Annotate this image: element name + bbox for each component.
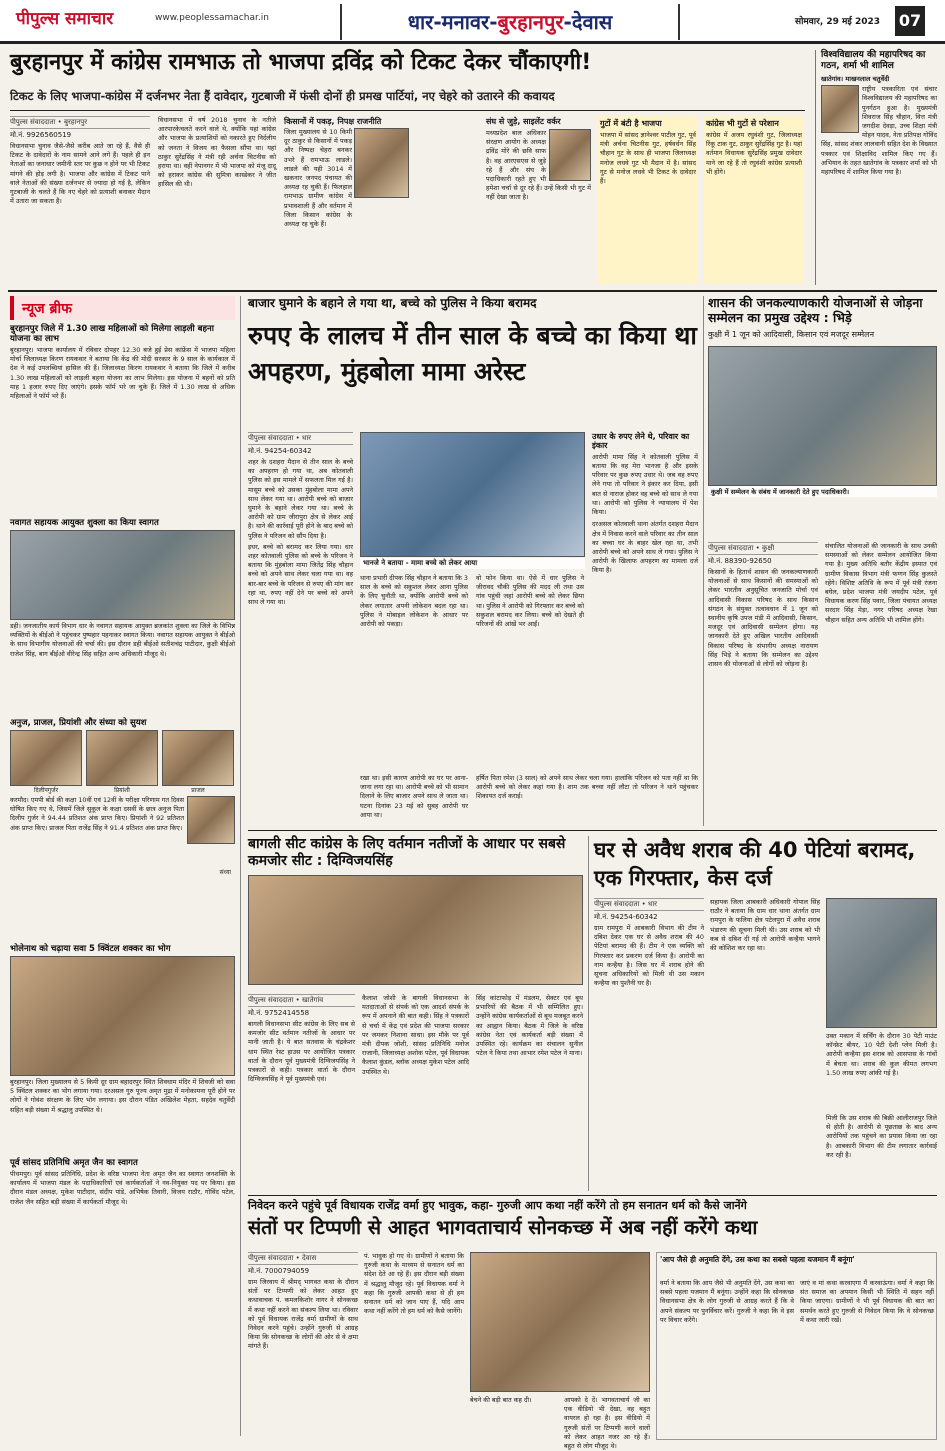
student-photos-row [10, 730, 235, 794]
candidate-photo-rambhau [354, 128, 409, 198]
sub4-title: कांग्रेस भी गुटों से परेशान [706, 119, 779, 128]
bhagwat-col-1 [248, 1252, 358, 1440]
kukshi-byline: पीपुल्स संवाददाता • कुक्षी [708, 542, 818, 555]
bagli-mobile: मो.नं. 9752414558 [248, 1009, 310, 1017]
candidate-photo-dravindra [549, 129, 591, 181]
bhagwat-body-2: पं. भावुक हो गए थे। ग्रामीणों ने बताया कि गुरुजी कथा के माध्यम से सनातन धर्म का संदेश देते आ रहे हैं। इस दौरान बड़ी संख्या में श्रद्धालु मौजूद रहे। पूर्व विधायक वर्मा ने कहा कि गुरुजी आपकी कथा से ही हम सनातन धर्म को जान पाए हैं, यदि आप कथा नहीं करेंगे तो हम धर्म को कैसे जानेंगे। [364, 1252, 464, 1316]
bagli-body-3: सिंह कांटाफोड़ में मंडलम, सेक्टर एवं बूथ प्रभारियों की बैठक में भी सम्मिलित हुए। उन्होंने कांग्रेस कार्यकर्ताओं से बूथ मजबूत करने का आह्वान किया। बैठक में जिले के वरिष्ठ कांग्रेस नेता एवं कार्यकर्ता बड़ी संख्या में उपस्थित रहे। कार्यक्रम का संचालन सुनील पटेल ने किया तथा आभार रमेश पटेल ने माना। [476, 994, 583, 1058]
kidnap-sidebar [592, 432, 698, 772]
kidnap-body-1: शहर के दशहरा मैदान से तीन साल के बच्चे का अपहरण हो गया था, अब कोतवाली पुलिस को इस मामले में सफलता मिल गई है। मासूम बच्चे को उसका मुंहबोला मामा अपने साथ लेकर गया था। आरोपी बच्चे को बाजार घुमाने के बहाने लेकर गया था। बच्चे के आरोपी को ग्राम जीरापुरा क्षेत्र से लेकर आई है। थाने की कार्रवाई पूरी होने के बाद बच्चे को पुलिस ने परिजन को सौंप दिया है। [248, 458, 353, 540]
kidnap-kicker: बाजार घुमाने के बहाने ले गया था, बच्चे को पुलिस ने किया बरामद [248, 296, 537, 310]
kukshi-subhead: कुक्षी में 1 जून को आदिवासी, किसान एवं मजदूर सम्मेलन [708, 329, 875, 339]
kukshi-headline: शासन की जनकल्याणकारी योजनाओं से जोड़ना सम्मेलन का प्रमुख उद्देश्य : भिड़े [708, 295, 923, 325]
bagli-byline: पीपुल्स संवाददाता • खातेगांव [248, 994, 355, 1007]
kidnap-headline: रुपए के लालच में तीन साल के बच्चे का किया था अपहरण, मुंहबोला मामा अरेस्ट [248, 321, 697, 386]
brief-item-2 [10, 518, 235, 713]
university-photo-sharma [821, 85, 859, 133]
issue-date: सोमवार, 29 मई 2023 [795, 17, 881, 27]
bhagwat-body-3: आपको दे दें। भागवताचार्य जी का एक वीडियो भी देखा, वह बहुत वायरल हो रहा है। इस वीडियो में गुरुजी संतों पर टिप्पणी करने वालों को लेकर आहत नजर आ रहे हैं। बहुत से लोग मौजूद थे। [564, 1396, 650, 1451]
bhagwat-quote-box [656, 1252, 937, 1440]
kukshi-story [708, 296, 937, 826]
brief4-photo [10, 956, 235, 1076]
lead-body: विधानसभा चुनाव जैसे-जैसे करीब आते जा रहे हैं, वैसे ही टिकट के दावेदारों के नाम सामने आने लगे हैं। पहले ही इन नेताओं का जनाधार जमीनी स्तर पर कुछ न होने पर भी टिकट मांगने की होड़ लगी है। भाजपा और कांग्रेस में टिकट पाने वाले नेताओं की संख्या दर्जनभर से ज्यादा हो गई है, लेकिन गुटबाजी के चलते हैं कि नए चेहरे को प्रत्याशी बनाकर मैदान में उतारा जा सकता है। [10, 142, 150, 206]
column-divider-left [240, 296, 241, 1436]
brief2-photo [10, 530, 235, 620]
sub4-body: कांग्रेस में अजय रघुवंशी गुट, जिलाध्यक्ष रिंकू टाक गुट, ठाकुर सुरेंद्रसिंह गुट है। यहां वर्तमान विधायक सुरेंद्रसिंह प्रमुख दावेदार माने जा रहे हैं तो रघुवंशी कांग्रेस प्रत्याशी भी होंगे। [706, 131, 803, 176]
sub1-title: किसानों में पकड़, निपक्ष राजनीति [284, 117, 382, 126]
edition-title [340, 4, 680, 40]
news-brief-label: न्यूज ब्रीफ [10, 296, 235, 320]
university-headline: विश्वविद्यालय की महापरिषद का गठन, शर्मा भी शामिल [821, 50, 926, 71]
page-number: 07 [895, 6, 925, 36]
university-body: राष्ट्रीय पत्रकारिता एवं संचार विश्वविद्यालय की महापरिषद का पुनर्गठन हुआ है। मुख्यमंत्री शिवराज सिंह चौहान, वित्त मंत्री जगदीश देवड़ा, उच्च शिक्षा मंत्री मोहन यादव, नेता प्रतिपक्ष गोविंद सिंह, सांसद शंकर लालवानी सहित देश के विख्यात पत्रकार एवं शिक्षाविद शामिल किए गए हैं। अभियान के तहत खातेगांव के पत्रकार शर्मा को भी महापरिषद में शामिल किया गया है। [821, 85, 937, 177]
lead-mobile: मो.नं. 9926560519 [10, 131, 72, 139]
kukshi-mobile: मो.नं. 88390-92650 [708, 557, 772, 565]
masthead [0, 0, 945, 44]
lead-story [10, 50, 805, 285]
bagli-story [248, 836, 583, 1191]
brief4-title: भोलेनाथ को चढ़ाया सवा 5 क्विंटल शक्कर का भोग [10, 944, 171, 954]
university-byline: खातेगांव। माखनलाल चतुर्वेदी [821, 75, 890, 84]
kidnap-side-title: उधार के रुपए लेने थे, परिवार का इंकार [592, 432, 690, 451]
bhagwat-mobile: मो.नं. 7000794059 [248, 1267, 310, 1275]
brief2-body: डही। जनजातीय कार्य विभाग धार के नवागत सहायक आयुक्त ब्रजकांत शुक्ला का जिले के विभिन्न व्यक्तियों के बीईओ ने पहुंचकर पुष्पहार पहनाकर स्वागत किया। नवागत सहायक आयुक्त ने बीईओ के साथ विभागीय योजनाओं की चर्चा की। इस दौरान डही बीईओ सतीशचंद्र पाटीदार, कुक्षी बीईओ राजेश सिंह, बाग बीईओ वीरेन्द्र सिंह सहित अन्य अधिकारी मौजूद थे। [10, 622, 235, 658]
kidnap-body-2: इधर, बच्चे को बरामद कर लिया गया। धार शहर कोतवाली पुलिस को बच्चे के परिजन ने बताया कि मुंहबोला मामा जितेंद्र सिंह चौहान बच्चे को अपने साथ लेकर चला गया था। वह बार-बार बच्चे के परिजन से रुपए की मांग कर रहा था, रुपए नहीं देने पर बच्चे को अपने साथ ले गया था। [248, 542, 353, 607]
bhagwat-byline: पीपुल्स संवाददाता • देवास [248, 1252, 358, 1265]
student-name: प्राजल [191, 787, 205, 795]
brand-logo: पीपुल्स समाचार [16, 9, 114, 29]
liquor-col-1 [594, 898, 704, 1188]
brief2-title: नवागत सहायक आयुक्त शुक्ला का किया स्वागत [10, 518, 159, 528]
lead-factions-congress [704, 116, 804, 284]
liquor-body-4: मिली कि उस शराब की बिक्री आलीराजपुर जिले से होती है। आरोपी से पूछताछ के बाद अन्य आरोपियों तक पहुंचने का प्रयास किया जा रहा है। आबकारी विभाग की टीम लगातार कार्रवाई कर रही है। [826, 1114, 937, 1159]
kidnap-byline: पीपुल्स संवाददाता • धार [248, 432, 353, 445]
kidnap-body-6: रखा था। इसी कारण आरोपी का घर पर आना-जाना लगा रहा था। आरोपी बच्चे को भी सामान दिलाने के लिए बाजार अपने साथ ले जाता था। घटना दिनांक 23 मई को सुबह आरोपी घर आया था। [360, 774, 468, 819]
lead-subhead: टिकट के लिए भाजपा-कांग्रेस में दर्जनभर नेता हैं दावेदार, गुटबाजी में फंसी दोनों ही प्रमख पार्टियां, नए चेहरे को उतारने की कवायद [10, 89, 555, 103]
liquor-mobile: मो.नं. 94254-60342 [594, 913, 658, 921]
bhagwat-body-1: ग्राम जिरवाय में श्रीमद् भागवत कथा के दौरान संतों पर टिप्पणी को लेकर आहत हुए कथावाचक पं. कमलकिशोर नागर ने सोनकच्छ में कथा नहीं करने का संकल्प लिया था। रविवार को पूर्व विधायक राजेंद्र वर्मा ग्रामीणों के साथ निवेदन करने पहुंचे। उन्होंने गुरुजी से आग्रह किया कि सोनकच्छ के लोगों की ओर से वे क्षमा मांगते हैं। [248, 1278, 358, 1351]
brief3-title: अनुज, प्राजल, प्रियांशी और संध्या को सुयश [10, 718, 147, 728]
student-photo [10, 730, 82, 794]
student-photo-anuj [187, 796, 235, 844]
kidnap-photo-caption: भानजे ने बताया - मामा बच्चे को लेकर आया [360, 558, 585, 569]
liquor-photo [826, 898, 937, 1028]
liquor-body-1: ग्राम रामपुरा में आबकारी विभाग की टीम ने दबिश देकर एक घर से अवैध शराब की 40 पेटियां बरामद की हैं। टीम ने एक व्यक्ति को गिरफ्तार कर प्रकरण दर्ज किया है। आरोपी का नाम कन्हैया है। जिस घर में शराब होने की सूचना अधिकारियों को मिली थी उस मकान कन्हैया का पुश्तैनी घर है। [594, 924, 704, 988]
bhagwat-kicker: निवेदन करने पहुंचे पूर्व विधायक राजेंद्र वर्मा हुए भावुक, कहा- गुरुजी आप कथा नहीं करेंगे तो हम सनातन धर्म को कैसे जानेंगे [248, 1199, 747, 1212]
kidnap-mobile: मो.नं. 94254-60342 [248, 447, 312, 455]
brief-item-4 [10, 944, 235, 1154]
bhagwat-photo-caption: बेचने की बड़ी बात कह दी। [470, 1396, 532, 1404]
brief1-title: बुरहानपुर जिले में 1.30 लाख महिलाओं को मिलेगा लाड़ली बहना योजना का लाभ [10, 324, 214, 345]
bhagwat-quote-title: 'आप जैसे ही अनुमति देंगे, उस कथा का सबसे पहला यजमान मैं बनूंगा' [660, 1255, 855, 1264]
student-name-sandhya: संध्या [219, 869, 231, 876]
bhagwat-photo [470, 1252, 650, 1392]
news-brief-column [10, 296, 235, 1436]
column-divider-mid2 [588, 836, 589, 1191]
kukshi-photo [708, 346, 937, 486]
bhagwat-story [248, 1199, 937, 1451]
brief-item-5 [10, 1158, 235, 1428]
edition-highlight: बुरहानपुर [497, 10, 564, 34]
section-divider-3 [248, 1195, 937, 1196]
bhagwat-headline: संतों पर टिप्पणी से आहत भागवताचार्य सोनकच्छ में अब नहीं करेंगे कथा [248, 1215, 758, 1239]
brief3-body: करमौद। एमपी बोर्ड की कक्षा 10वीं एवं 12वीं के परीक्षा परिणाम गत दिवस घोषित किए गए थे, जिसमें जिले सुकूल के कक्षा दसवीं के छात्र अनुज पिता दिलीप गुर्जर ने 94.44 प्रतिशत अंक प्राप्त किए। प्रियांशी ने 92 प्रतिशत अंक प्राप्त किए। प्राजल पिता राजेंद्र सिंह ने 91.4 प्रतिशत अंक प्राप्त किए। [10, 796, 184, 832]
bagli-body-1: बागली विधानसभा सीट कांग्रेस के लिए सब से कमजोर सीट वर्तमान नतीजों के आधार पर मानी जाती है। ये बात सतवास के चंद्रकेशर धाम स्थित रेस्ट हाउस पर आयोजित पत्रकार वार्ता के दौरान पूर्व मुख्यमंत्री दिग्विजयसिंह ने पत्रकारों से कही। पत्रकार वार्ता के दौरान दिग्विजयसिंह ने पूर्व मुख्यमंत्री एवं। [248, 1020, 355, 1084]
kukshi-col-1 [708, 542, 818, 824]
university-story [815, 50, 937, 285]
lead-candidate-2 [486, 116, 591, 284]
edition-suffix: -देवास [563, 10, 613, 34]
kidnap-body-5: वो फोन किया था। ऐसे में धार पुलिस ने जीरावद चौकी पुलिस की मदद ली तथा उस गांव पहुंची जहां आरोपी बच्चे को लेकर छिपा था। पुलिस ने आरोपी को गिरफ्तार कर बच्चे को सकुशल बरामद कर लिया। बच्चे को देखते ही परिजनों की आंखें भर आईं। [476, 574, 584, 629]
edition-prefix: धार-मनावर- [407, 10, 498, 34]
kidnap-col-1 [248, 432, 353, 822]
sub2-title: संघ से जुड़े, साइलेंट वर्कर [486, 117, 561, 126]
student-name: दिलीपगुर्जर [33, 787, 59, 795]
bagli-col-1 [248, 994, 355, 1189]
lead-column-1 [10, 116, 150, 284]
sub3-body: भाजपा में सांसद ज्ञानेश्वर पाटील गुट, पूर्व मंत्री अर्चना चिटनीस गुट, हर्षवर्धन सिंह चौहान गुट के साथ ही भाजपा जिलाध्यक्ष मनोज लधवे गुट भी मैदान में है। सांसद गुट से मनोज लधवे भी टिकट के दावेदार हैं। [600, 131, 696, 186]
liquor-body-3: उक्त मकान में सर्चिंग के दौरान 30 पेटी माउंट कॉन्फ्रेट बीयर, 10 पेटी देशी प्लेन मिली है। आरोपी कन्हैया इस शराब को आसपास के गांवों में बेचता था। शराब की कुल कीमत लगभग 1.50 लाख रुपए आंकी गई है। [826, 1032, 937, 1077]
student-photo [162, 730, 234, 794]
lead-headline: बुरहानपुर में कांग्रेस रामभाऊ तो भाजपा द्रविंद्र को टिकट देकर चौंकाएगी! [10, 50, 592, 75]
website: www.peoplessamachar.in [155, 13, 269, 23]
kukshi-photo-caption: कुक्षी में सम्मेलन के संबंध में जानकारी देते हुए पदाधिकारी। [708, 486, 937, 497]
section-divider-1 [8, 290, 937, 292]
liquor-headline: घर से अवैध शराब की 40 पेटियां बरामद, एक गिरफ्तार, केस दर्ज [594, 838, 916, 891]
sub1-body: जिला मुख्यालय से 10 किमी दूर ठाकुर से किसानों में पकड़ और निष्पक्ष चेहरा बनकर उभरे हैं रामभाऊ लाडले। लाडले की यही 3014 में खकनार जनपद पंचायत की अध्यक्ष रह चुकी हैं। फिलहाल रामभाऊ ग्रामीण कांग्रेस में प्रभावशाली हैं और वर्तमान में जिला किसान कांग्रेस के अध्यक्ष रह चुके हैं। [284, 128, 352, 229]
bagli-headline: बागली सीट कांग्रेस के लिए वर्तमान नतीजों के आधार पर सबसे कमजोर सीट : दिग्विजयसिंह [248, 836, 566, 869]
liquor-story [594, 836, 937, 1191]
section-divider-2 [248, 830, 937, 831]
liquor-body-2: सहायक जिला आबकारी अधिकारी गोपाल सिंह राठौर ने बताया कि ग्राम धार थाना अंतर्गत ग्राम रामपुरा के फलिया क्षेत्र पटेलपुरा में अवैध शराब भंडारण की सूचना मिली थी। उस शराब को भी कब से दबिश दी गई तो आरोपी कन्हैया भागने की कोशिश कर रहा था। [710, 898, 820, 953]
sub2-body: मध्यप्रदेश बाल अधिकार संरक्षण आयोग के अध्यक्ष द्रविंद्र मोरे की छवि साफ है। वह आरएसएस से जुड़े रहे हैं और संघ के पदाधिकारी रहते हुए भी हमेशा चर्चा से दूर रहे हैं। उन्हें किसी भी गुट में नहीं देखा जाता है। [486, 129, 591, 202]
liquor-byline: पीपुल्स संवाददाता • धार [594, 898, 704, 911]
brief4-body: बुरहानपुर। जिला मुख्यालय से 5 किमी दूर ग्राम बहादरपुर स्थित शिवधाम मंदिर में शिवजी को सवा 5 क्विंटल शक्कर का भोग लगाया गया। दरअसल गुरु पूज्य अमृत मुद्रा में मनोकामना पूरी होने पर लोगों ने गोवंश संरक्षण के लिए भोग लगाया। इस दौरान पंडित अखिलेश मेहता, सहदेव चतुर्वेदी सहित बड़ी संख्या में श्रद्धालु उपस्थित थे। [10, 1078, 235, 1114]
kidnap-story [248, 296, 698, 826]
lead-byline: पीपुल्स संवाददाता • बुरहानपुर [10, 116, 150, 129]
kidnap-body-7: हर्षित पिता रमेश (3 साल) को अपने साथ लेकर चला गया। हालांकि परिजन को पता नहीं था कि आरोपी बच्चे को लेकर कहां गया है। शाम तक बच्चा नहीं लौटा तो परिजन ने थाने पहुंचकर शिकायत दर्ज कराई। [476, 774, 698, 801]
brief5-title: पूर्व सांसद प्रतिनिधि अमृत जैन का स्वागत [10, 1158, 138, 1168]
kidnap-photo [360, 432, 585, 557]
kidnap-body-4: थाना प्रभारी दीपक सिंह चौहान ने बताया कि 3 साल के बच्चे को सकुशल लेकर आना पुलिस के लिए चुनौती था, क्योंकि आरोपी बच्चे को लेकर लगातार अपनी लोकेशन बदल रहा था। पुलिस ने मोबाइल लोकेशन के आधार पर आरोपी को पकड़ा। [360, 574, 468, 629]
student-photo [86, 730, 158, 794]
kidnap-body-3: दरअसल कोतवाली थाना अंतर्गत दशहरा मैदान क्षेत्र में निवास करने वाले परिवार का तीन साल का बच्चा घर के बाहर खेल रहा था, तभी आरोपी बच्चे को अपने साथ ले गया। पुलिस ने आरोपी के खिलाफ अपहरण का मामला दर्ज किया है। [592, 520, 698, 575]
brief1-body: बुरहानपुर। भाजपा कार्यालय में रविवार दोपहर 12.30 बजे हुई प्रेस कांफ्रेंस में भाजपा महिला मोर्चा जिलाध्यक्ष किरण रायकवार ने बताया कि केंद्र की मोदी सरकार के 9 साल के कार्यकाल में देश ने कई उपलब्धियां हासिल की हैं। जिलाध्यक्ष किरण रायकवार ने बताया कि जिले में करीब 1.30 लाख महिलाओं को लाड़ली बहना योजना का लाभ मिलेगा। इस योजना में बहनों को प्रति माह 1 हजार रुपए दिए जाएंगे। इसके फॉर्म भरे जा चुके हैं। जिले में 1.30 लाख से अधिक महिलाओं ने फॉर्म भरे हैं। [10, 346, 235, 401]
brief-item-3 [10, 718, 235, 940]
kukshi-body-2: संचालित योजनाओं की जानकारी के साथ उनकी समस्याओं को लेकर सम्मेलन आयोजित किया गया है। मुख्य अतिथि बतौर केंद्रीय इस्पात एवं ग्रामीण विकास विभाग मंत्री फग्गन सिंह कुलस्ते रहेंगे। विशिष्ट अतिथि के रूप में पूर्व मंत्री रंजना बघेल, प्रदेश भाजपा मंत्री जयदीप पटेल, पूर्व विधायक करण सिंह पवार, जिला पंचायत अध्यक्ष सरदार सिंह मेड़ा, नगर परिषद अध्यक्ष रेखा चौहान सहित अन्य अतिथि भी शामिल होंगे। [825, 542, 937, 624]
lead-column-2: विधानसभा में वर्ष 2018 चुनाव के नतीजे आरपारकेचलते करने वाले थे, क्योंकि यहां कांग्रेस और भाजपा के प्रत्याशियों को नकारते हुए निर्दलीय को जनता ने विजय का फैसला सौंपा था। यहां ठाकुर सुरेंद्रसिंह ने मंत्री रही अर्चना चिटनीस को हराया था। वहीं नेपानगर में भी भाजपा को मंजू दादू को हराकर कांग्रेस की सुमित्रा कास्डेकर ने जीत हासिल की थी। [158, 116, 276, 189]
kidnap-side-body: आरोपी मामा सिंह ने कोतवाली पुलिस में बताया कि वह मेरा भानजा है और इसके परिवार पर कुछ रुपए उधार थे। जब वह रुपए लेने गया तो परिवार ने इंकार कर दिया, इसी बात से नाराज होकर वह बच्चे को साथ ले गया था। आरोपी को पुलिस ने न्यायालय में पेश किया। [592, 452, 698, 517]
bhagwat-quote-body-2: जाएं व मां कथा करवाएगा मैं करवाऊंगा। वर्मा ने कहा कि संत समाज का अपमान किसी भी स्थिति में सहन नहीं किया जाएगा। ग्रामीणों ने भी पूर्व विधायक की बात का समर्थन करते हुए गुरुजी से निवेदन किया कि वे सोनकच्छ में कथा जारी रखें। [800, 1279, 934, 1324]
bagli-photo [248, 875, 583, 985]
lead-factions-bjp [598, 116, 698, 284]
kukshi-body-1: किसानों के हितार्थ शासन की जनकल्याणकारी योजनाओं से साथ किसानों की समस्याओं को लेकर भारतीय अनुसूचित जनजाति मोर्चा एवं आदिवासी विकास परिषद के साथ किसान संगठन के संयुक्त तत्वावधान में 1 जून को स्थानीय कृषि उपज मंडी में आदिवासी, किसान, मजदूर एवं आदिवासी सम्मेलन होगा। यह जानकारी देते हुए अखिल भारतीय आदिवासी विकास परिषद के संभागीय अध्यक्ष नारायण सिंह भिड़े ने बताया कि सम्मेलन का उद्देश्य शासन की योजनाओं से लोगों को जोड़ना है। [708, 568, 818, 669]
brief5-body: पीथमपुर। पूर्व सांसद प्रतिनिधि, प्रदेश के वरिष्ठ भाजपा नेता अमृत जैन का स्वागत जनशक्ति के कार्यालय में भाजपा मंडल के पदाधिकारियों एवं कार्यकर्ताओं ने नव-नियुक्त पद पर किया। इस दौरान मंडल अध्यक्ष, मुकेश पाटीदार, संदीप पांडे, अभिषेक तिवारी, विजय राठौर, गोविंद पटेल, राजेश जैन सहित बड़ी संख्या में कार्यकर्ता मौजूद थे। [10, 1170, 235, 1206]
brief-item-1 [10, 324, 235, 514]
lead-divider [10, 110, 805, 111]
student-name: प्रियांशी [114, 787, 130, 795]
column-divider-mid [703, 296, 704, 826]
bhagwat-quote-body: वर्मा ने बताया कि आप जैसे भी अनुमति देंगे, उस कथा का सबसे पहला यजमान मैं बनूंगा। उन्होंने कहा कि सोनकच्छ विधानसभा क्षेत्र के लोग गुरुजी से आग्रह करते हैं कि वे अपने संकल्प पर पुनर्विचार करें। गुरुजी ने कहा कि वे इस पर विचार करेंगे। [660, 1279, 794, 1324]
sub3-title: गुटों में बंटी है भाजपा [600, 119, 662, 128]
bagli-body-2: कैलाश जोशी के बागली विधानसभा के मतदाताओं से संपर्क को एक आदर्श संपर्क के रूप में अपनाने की बात कही। सिंह ने पत्रकारों से चर्चा में केंद्र एवं प्रदेश की भाजपा सरकार पर जमकर निशाना साधा। इस मौके पर पूर्व मंत्री दीपक जोशी, सांसद प्रतिनिधि मनोज राजानी, जिलाध्यक्ष अशोक पटेल, पूर्व विधायक कैलाश कुंडल, ब्लॉक अध्यक्ष मुकेश पटेल आदि उपस्थित थे। [362, 994, 469, 1076]
lead-candidate-1 [284, 116, 479, 284]
